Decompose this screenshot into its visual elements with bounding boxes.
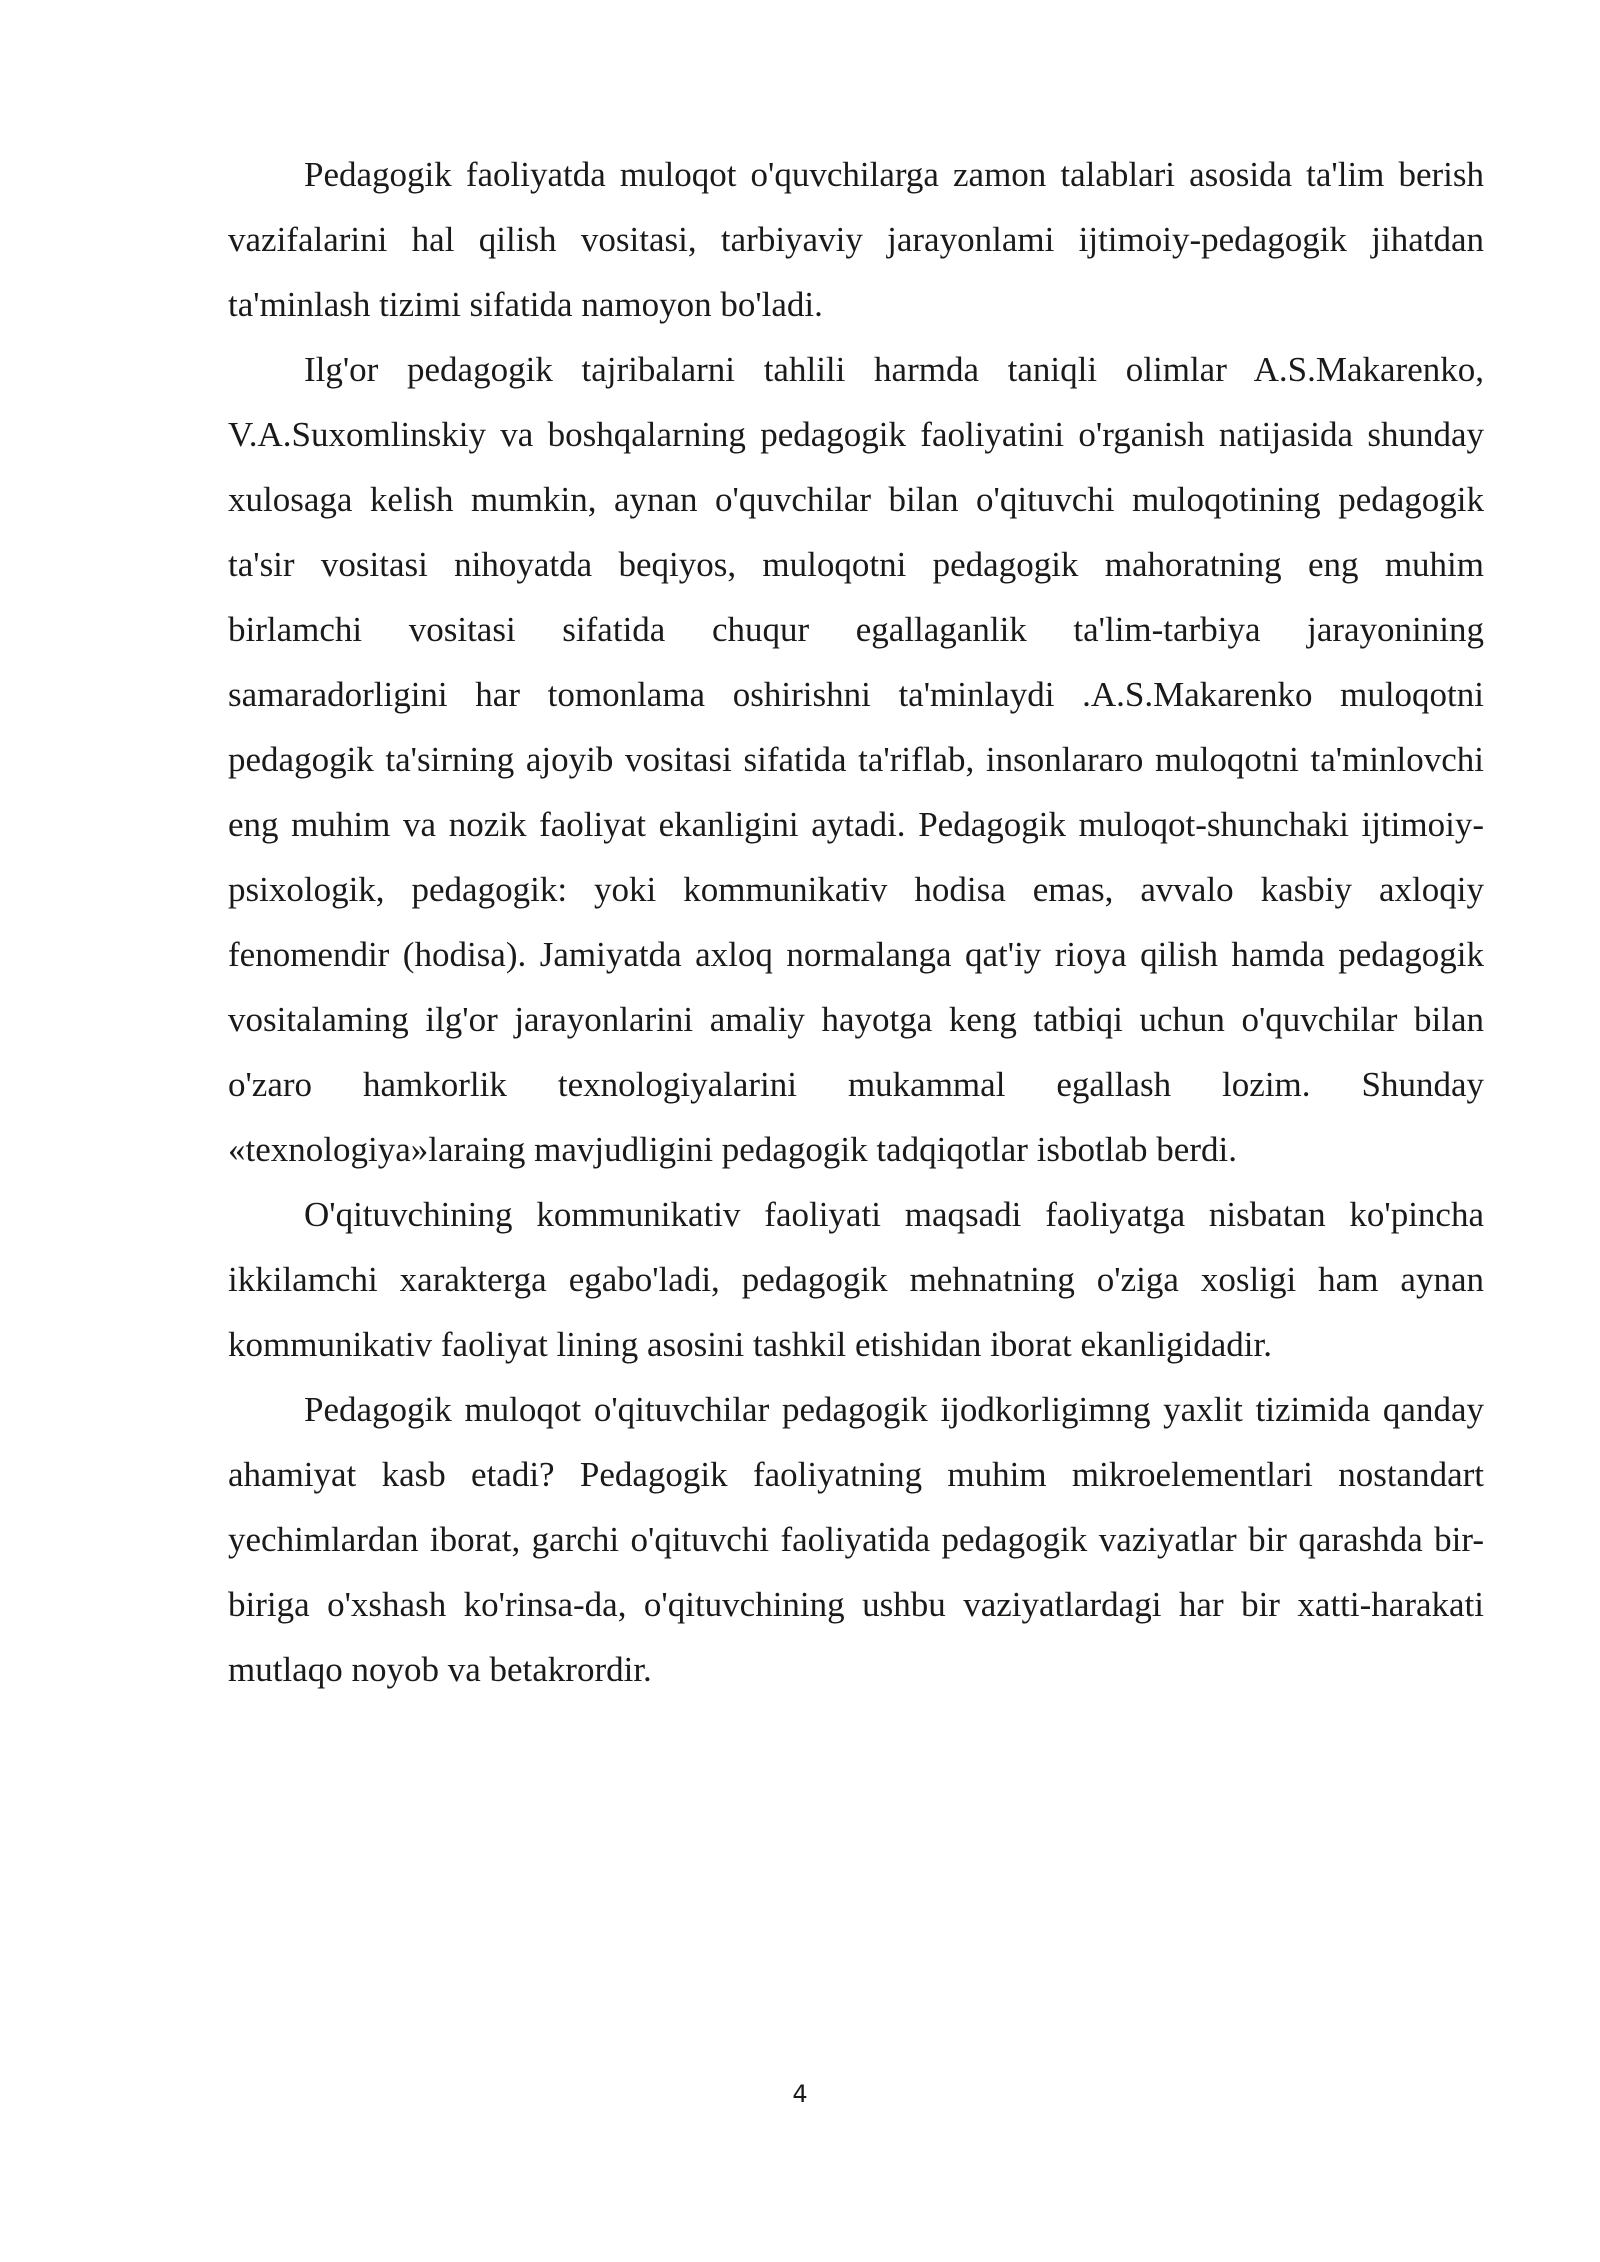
paragraph-1: Pedagogik faoliyatda muloqot o'quvchilarga zamon talablari asosida ta'lim berish vazifalarini hal qilish vositasi, tarbiyaviy jarayonlami ijtimoiy-pedagogik jihatdan ta'minlash tizimi sifatida namoyon bo'ladi. (228, 155, 1484, 324)
paragraph-3: O'qituvchining kommunikativ faoliyati maqsadi faoliyatga nisbatan ko'pincha ikkilamchi xarakterga egabo'ladi, pedagogik mehnatning o'ziga xosligi ham aynan kommunikativ faoliyat lining asosini tashkil etishidan iborat ekanligidadir. (228, 1195, 1484, 1364)
paragraph-4: Pedagogik muloqot o'qituvchilar pedagogik ijodkorligimng yaxlit tizimida qanday ahamiyat kasb etadi? Pedagogik faoliyatning muhim mikroelementlari nostandart yechimlardan iborat, garchi o'qituvchi faoliyatida pedagogik vaziyatlar bir qarashda bir-biriga o'xshash ko'rinsa-da, o'qituvchining ushbu vaziyatlardagi har bir xatti-harakati mutlaqo noyob va betakrordir. (228, 1390, 1484, 1689)
body-text (228, 142, 1484, 1702)
paragraph-2: Ilg'or pedagogik tajribalarni tahlili harmda taniqli olimlar A.S.Makarenko, V.A.Suxomlinskiy va boshqalarning pedagogik faoliyatini o'rganish natijasida shunday xulosaga kelish mumkin, aynan o'quvchilar bilan o'qituvchi muloqotining pedagogik ta'sir vositasi nihoyatda beqiyos, muloqotni pedagogik mahoratning eng muhim birlamchi vositasi sifatida chuqur egallaganlik ta'lim-tarbiya jarayonining samaradorligini har tomonlama oshirishni ta'minlaydi .A.S.Makarenko muloqotni pedagogik ta'sirning ajoyib vositasi sifatida ta'riflab, insonlararo muloqotni ta'minlovchi eng muhim va nozik faoliyat ekanligini aytadi. Pedagogik muloqot-shunchaki ijtimoiy-psixologik, pedagogik: yoki kommunikativ hodisa emas, avvalo kasbiy axloqiy fenomendir (hodisa). Jamiyatda axloq normalanga qat'iy rioya qilish hamda pedagogik vositalaming ilg'or jarayonlarini amaliy hayotga keng tatbiqi uchun o'quvchilar bilan o'zaro hamkorlik texnologiyalarini mukammal egallash lozim. Shunday «texnologiya»laraing mavjudligini pedagogik tadqiqotlar isbotlab berdi. (228, 350, 1484, 1169)
page-number: 4 (792, 2080, 808, 2108)
